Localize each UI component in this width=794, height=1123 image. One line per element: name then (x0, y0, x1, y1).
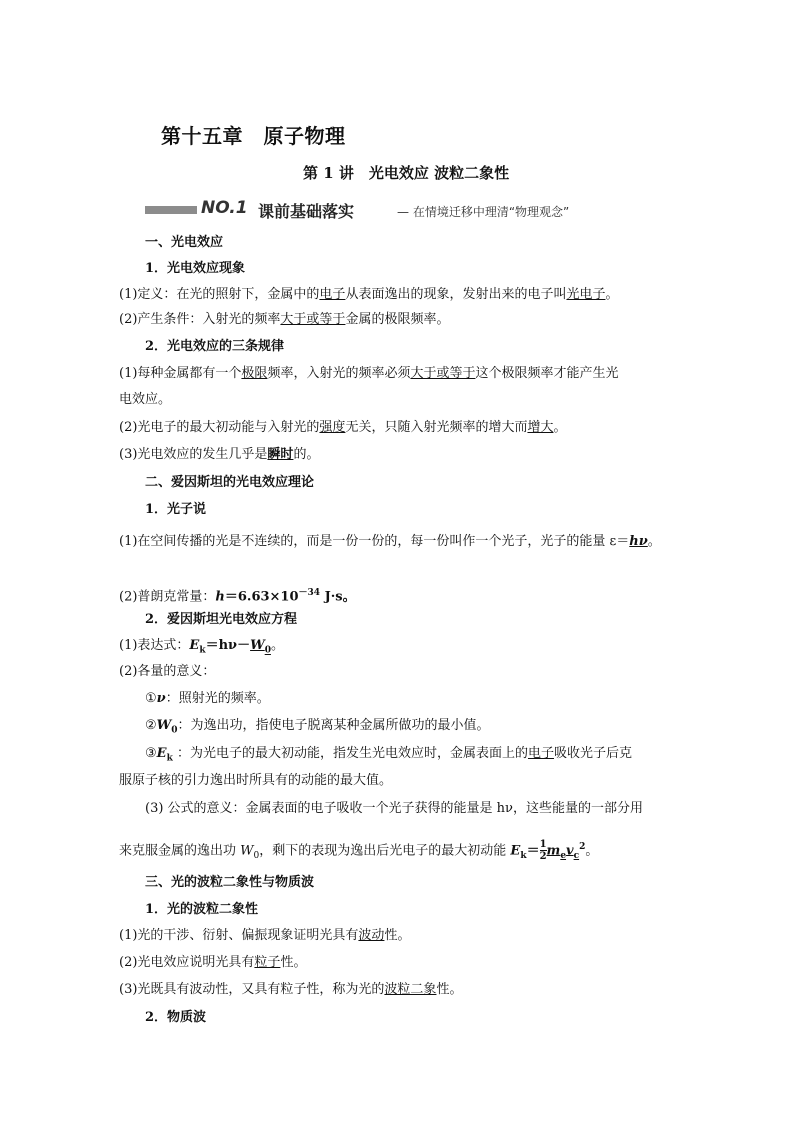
section-banner (145, 198, 665, 224)
paragraph: (1)在空间传播的光是不连续的，而是一份一份的，每一份叫作一个光子，光子的能量 ε＝hν。 (119, 534, 661, 549)
lecture-title: 第 1 讲 光电效应 波粒二象性 (303, 164, 510, 182)
paragraph: (1)表达式：$E_k=h\nu-W_0$。 (119, 638, 284, 656)
paragraph: $②W_0$：为逸出功，指使电子脱离某种金属所做功的最小值。 (145, 718, 490, 736)
banner-tag: NO.1 (201, 198, 248, 218)
paragraph: (1)定义：在光的照射下，金属中的电子从表面逸出的现象，发射出来的电子叫光电子。 (119, 287, 619, 302)
paragraph: (1)每种金属都有一个极限频率，入射光的频率必须大于或等于这个极限频率才能产生光 (119, 366, 619, 381)
banner-title: 课前基础落实 (258, 202, 355, 221)
paragraph-continuation: 来克服金属的逸出功 $W_0$，剩下的表现为逸出后光电子的最大初动能 $E_k=$ $\frac{1}{2}$ $m_ev_c^2$。 (119, 839, 599, 863)
paragraph: (2)光电子的最大初动能与入射光的强度无关，只随入射光频率的增大而增大。 (119, 420, 567, 435)
banner-bar (145, 206, 197, 214)
subsection-heading-3-2: 2．物质波 (145, 1010, 207, 1025)
subsection-heading-1-2: 2．光电效应的三条规律 (145, 339, 285, 354)
section-heading-3: 三、光的波粒二象性与物质波 (145, 875, 315, 890)
section-heading-2: 二、爱因斯坦的光电效应理论 (145, 475, 315, 490)
paragraph-continuation: 服原子核的引力逸出时所具有的动能的最大值。 (119, 773, 393, 788)
paragraph: (2)光电效应说明光具有粒子性。 (119, 955, 307, 970)
paragraph: ①ν：照射光的频率。 (145, 691, 270, 706)
paragraph: (2)产生条件：入射光的频率大于或等于金属的极限频率。 (119, 312, 450, 327)
paragraph: (3)光既具有波动性，又具有粒子性，称为光的波粒二象性。 (119, 982, 463, 997)
subsection-heading-2-1: 1．光子说 (145, 502, 207, 517)
paragraph: (1)光的干涉、衍射、偏振现象证明光具有波动性。 (119, 928, 411, 943)
fraction-one-half: $\frac{1}{2}$ (539, 839, 547, 863)
paragraph: (2)各量的意义： (119, 664, 216, 679)
chapter-title: 第十五章 原子物理 (161, 124, 346, 148)
subsection-heading-3-1: 1．光的波粒二象性 (145, 902, 259, 917)
paragraph: (2)普朗克常量：$h=6.63\times 10^{-34}$ J·s。 (119, 588, 356, 605)
paragraph: $③E_k$ ：为光电子的最大初动能，指发生光电效应时，金属表面上的电子吸收光子后克 (145, 746, 632, 764)
subsection-heading-2-2: 2．爱因斯坦光电效应方程 (145, 612, 298, 627)
paragraph-continuation: 电效应。 (119, 392, 172, 407)
paragraph: (3)光电效应的发生几乎是瞬时的。 (119, 447, 320, 462)
section-heading-1: 一、光电效应 (145, 235, 224, 250)
banner-subtitle: — 在情境迁移中理清“物理观念” (397, 205, 570, 219)
paragraph: (3) 公式的意义：金属表面的电子吸收一个光子获得的能量是 hν，这些能量的一部分用 (145, 801, 643, 816)
subsection-heading-1-1: 1．光电效应现象 (145, 261, 246, 276)
